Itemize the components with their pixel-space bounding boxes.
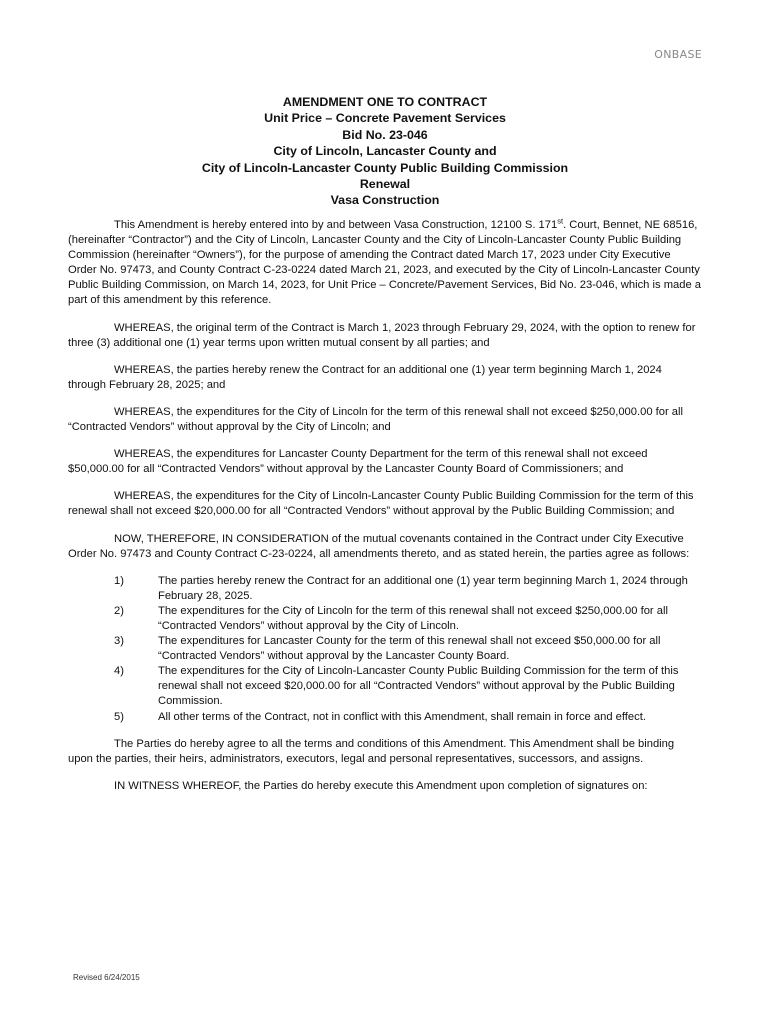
ordinal-superscript: st: [557, 216, 564, 226]
list-item: [68, 574, 702, 604]
list-item-text: The expenditures for the City of Lincoln-Lancaster County Public Building Commission for the term of this renewal shall not exceed $20,000.00 for all “Contracted Vendors” without approval by the Public Building Commission.: [158, 665, 679, 708]
list-item-number: 1): [114, 574, 124, 587]
list-item-text: All other terms of the Contract, not in conflict with this Amendment, shall remain in force and effect.: [158, 710, 646, 723]
document-body: [68, 218, 702, 806]
intro-paragraph: [68, 218, 702, 309]
list-item-text: The expenditures for Lancaster County for the term of this renewal shall not exceed $50,000.00 for all “Contracted Vendors” without approval by the Lancaster County Board.: [158, 635, 661, 663]
list-item-number: 2): [114, 604, 124, 617]
list-item: [68, 710, 702, 725]
now-therefore-paragraph: NOW, THEREFORE, IN CONSIDERATION of the mutual covenants contained in the Contract under City Executive Order No. 97473 and County Contract C-23-0224, all amendments thereto, and as stated herein, the parties agree as follows:: [68, 532, 690, 560]
revision-footer: Revised 6/24/2015: [73, 973, 140, 982]
list-item-number: 4): [114, 665, 124, 678]
list-item-number: 5): [114, 710, 124, 723]
whereas-paragraph: WHEREAS, the expenditures for the City of Lincoln-Lancaster County Public Building Commission for the term of this renewal shall not exceed $20,000.00 for all “Contracted Vendors” without approval by the Public Building Commission; and: [68, 490, 694, 518]
intro-text-start: This Amendment is hereby entered into by and between Vasa Construction, 12100 S. 171: [114, 219, 558, 231]
whereas-paragraph: WHEREAS, the expenditures for Lancaster County Department for the term of this renewal shall not exceed $50,000.00 for all “Contracted Vendors” without approval by the Lancaster County Board of Commissioners; and: [68, 448, 648, 476]
title-line: City of Lincoln, Lancaster County and: [273, 144, 497, 159]
title-line: Renewal: [359, 177, 411, 192]
agreement-paragraph: The Parties do hereby agree to all the terms and conditions of this Amendment. This Amendment shall be binding upon the parties, their heirs, administrators, executors, legal and personal representatives, successors, and assigns.: [68, 737, 675, 765]
title-line: Unit Price – Concrete Pavement Services: [264, 111, 506, 126]
whereas-paragraph: WHEREAS, the parties hereby renew the Contract for an additional one (1) year term beginning March 1, 2024 through February 28, 2025; and: [68, 363, 662, 391]
title-line: Bid No. 23-046: [342, 127, 428, 142]
title-line: Vasa Construction: [330, 193, 440, 208]
list-item-number: 3): [114, 635, 124, 648]
onbase-stamp: ONBASE: [654, 48, 702, 61]
title-line: AMENDMENT ONE TO CONTRACT: [282, 95, 488, 109]
document-title-block: [68, 94, 702, 209]
list-item: [68, 664, 702, 709]
witness-paragraph: IN WITNESS WHEREOF, the Parties do hereby execute this Amendment upon completion of signatures on:: [114, 779, 648, 792]
list-item: [68, 634, 702, 664]
list-item: [68, 604, 702, 634]
agreement-terms-list: [68, 574, 702, 725]
list-item-text: The parties hereby renew the Contract for an additional one (1) year term beginning March 1, 2024 through February 28, 2025.: [158, 574, 688, 602]
whereas-paragraph: WHEREAS, the expenditures for the City of Lincoln for the term of this renewal shall not exceed $250,000.00 for all “Contracted Vendors” without approval by the City of Lincoln; and: [68, 405, 684, 434]
title-line: City of Lincoln-Lancaster County Public Building Commission: [201, 160, 569, 175]
list-item-text: The expenditures for the City of Lincoln for the term of this renewal shall not exceed $250,000.00 for all “Contracted Vendors” without approval by the City of Lincoln.: [158, 604, 668, 632]
intro-text-end: . Court, Bennet, NE 68516, (hereinafter “Contractor”) and the City of Lincoln, Lancaster County and the City of Lincoln-Lancaster County Public Building Commission (hereinafter “Owners”), for the purpose of amending the Contract dated March 17, 2023 under City Executive Order No. 97473, and County Contract C-23-0224 dated March 21, 2023, and executed by the City of Lincoln-Lancaster County Public Building Commission, on March 14, 2023, for Unit Price – Concrete/Pavement Services, Bid No. 23-046, which is made a part of this amendment by this reference.: [68, 219, 702, 307]
whereas-paragraph: WHEREAS, the original term of the Contract is March 1, 2023 through February 29, 2024, with the option to renew for three (3) additional one (1) year terms upon written mutual consent by all parties; and: [68, 321, 696, 349]
